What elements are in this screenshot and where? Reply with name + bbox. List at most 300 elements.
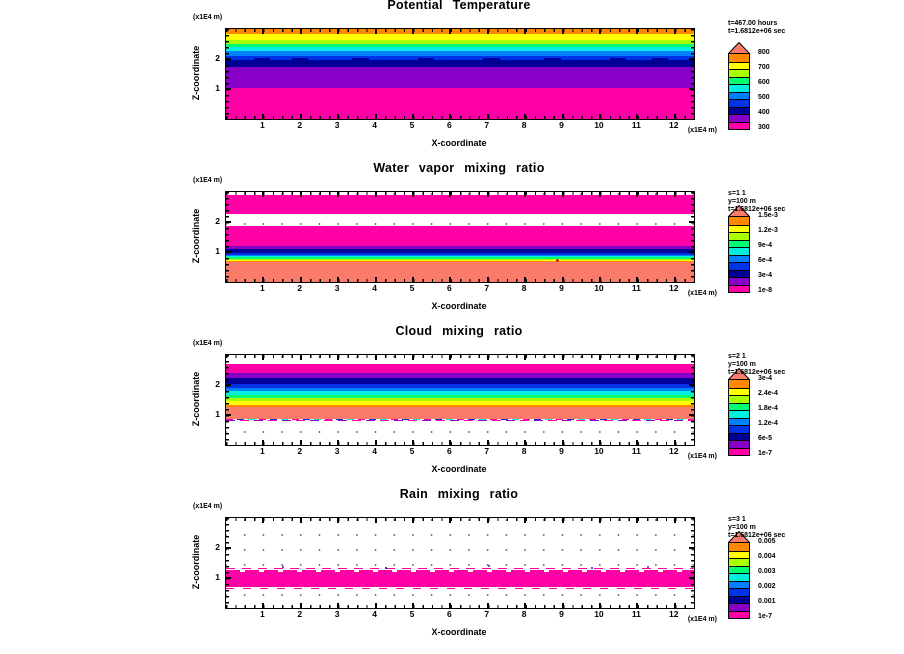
x-tick-label: 8 (521, 120, 527, 130)
x-tick-label: 11 (631, 446, 641, 456)
legend-annotation-line: y=100 m (728, 198, 756, 205)
x-major-tick (262, 277, 264, 282)
y-major-tick (226, 221, 231, 223)
x-major-tick (262, 518, 264, 523)
legend-annotation-line: t=1.6812e+06 sec (728, 369, 786, 376)
colorbar-legend (728, 489, 848, 652)
colorbar-value-label: 3e-4 (758, 375, 773, 382)
colorbar-cell (729, 588, 749, 596)
x-major-tick (524, 277, 526, 282)
x-major-tick (412, 192, 414, 197)
contour-bump (352, 58, 368, 60)
panel-title: Potential Temperature (387, 0, 531, 12)
x-major-tick (562, 603, 564, 608)
x-major-tick (636, 518, 638, 523)
panel-cloud-mixing-ratio (0, 326, 904, 489)
x-tick-label: 9 (559, 446, 564, 456)
y-major-tick (689, 251, 694, 253)
x-major-tick (674, 192, 676, 197)
x-major-tick (487, 114, 489, 119)
x-major-tick (524, 192, 526, 197)
contour-spot (282, 566, 284, 568)
colorbar-cells (728, 216, 750, 293)
x-major-tick (487, 277, 489, 282)
x-tick-label: 6 (446, 609, 452, 619)
x-major-tick (449, 518, 451, 523)
x-major-tick (337, 114, 339, 119)
x-major-tick (449, 114, 451, 119)
x-tick-label: 2 (297, 120, 303, 130)
x-tick-label: 8 (521, 283, 527, 293)
colorbar-legend (728, 0, 848, 163)
x-tick-label: 11 (631, 283, 641, 293)
x-major-tick (562, 192, 564, 197)
x-major-tick (487, 518, 489, 523)
colorbar-cell (729, 217, 749, 225)
x-tick-label: 4 (372, 609, 377, 619)
x-major-tick (375, 29, 377, 34)
contour-bump (418, 58, 434, 60)
colorbar-cell (729, 551, 749, 559)
x-major-tick (674, 603, 676, 608)
colorbar-value-label: 1e-7 (758, 613, 773, 620)
x-major-tick (375, 355, 377, 360)
x-major-tick (300, 518, 302, 523)
colorbar-legend (728, 163, 848, 326)
panel-water-vapor-mixing-ratio (0, 163, 904, 326)
x-tick-label: 5 (409, 120, 415, 130)
panel-title: Water vapor mixing ratio (373, 161, 545, 175)
y-major-tick (689, 577, 694, 579)
x-tick-label: 7 (484, 283, 490, 293)
x-axis-unit: (x1E4 m) (687, 290, 717, 297)
colorbar-value-label: 6e-5 (758, 435, 773, 442)
y-major-tick (689, 414, 694, 416)
legend-annotation-line: t=1.6812e+06 sec (728, 206, 786, 213)
contour-spot (556, 259, 559, 262)
x-tick-label: 12 (668, 609, 679, 619)
legend-annotation-line: s=3 1 (728, 516, 746, 523)
x-tick-label: 9 (559, 609, 564, 619)
legend-annotations (728, 20, 785, 36)
x-tick-label: 9 (559, 283, 564, 293)
y-axis-unit: (x1E4 m) (193, 177, 223, 184)
y-major-tick (226, 547, 231, 549)
x-major-tick (262, 29, 264, 34)
colorbar-value-label: 0.001 (758, 598, 776, 605)
x-major-tick (562, 440, 564, 445)
y-major-tick (226, 88, 231, 90)
y-tick-label: 2 (215, 215, 220, 226)
y-tick-labels (204, 191, 220, 281)
colorbar-cell (729, 107, 749, 115)
colorbar-cells (728, 53, 750, 130)
x-major-tick (262, 355, 264, 360)
x-tick-label: 12 (668, 283, 679, 293)
y-major-tick (226, 414, 231, 416)
colorbar-cell (729, 573, 749, 581)
colorbar-value-label: 1.5e-3 (758, 212, 778, 219)
x-tick-label: 2 (297, 446, 303, 456)
x-tick-label: 3 (334, 609, 340, 619)
x-tick-label: 10 (594, 120, 604, 130)
x-major-tick (599, 29, 601, 34)
x-major-tick (674, 355, 676, 360)
y-tick-label: 1 (215, 83, 220, 94)
minor-ticks-right (691, 29, 694, 119)
panel-title: Rain mixing ratio (399, 487, 519, 501)
x-major-tick (449, 440, 451, 445)
colorbar-value-label: 1.8e-4 (758, 405, 778, 412)
y-major-tick (689, 58, 694, 60)
x-major-tick (300, 277, 302, 282)
x-axis-unit: (x1E4 m) (687, 127, 717, 134)
x-major-tick (449, 29, 451, 34)
colorbar-cell (729, 255, 749, 263)
x-major-tick (524, 603, 526, 608)
x-major-tick (300, 192, 302, 197)
colorbar-cell (729, 611, 749, 619)
x-major-tick (337, 518, 339, 523)
y-major-tick (689, 88, 694, 90)
x-axis-label: X-coordinate (431, 301, 487, 311)
contour-dash-row (226, 570, 694, 572)
minor-ticks-right (691, 518, 694, 608)
x-major-tick (562, 29, 564, 34)
x-major-tick (412, 518, 414, 523)
minor-ticks-right (691, 355, 694, 445)
x-major-tick (599, 277, 601, 282)
contour-dash-row (226, 568, 694, 569)
x-major-tick (412, 440, 414, 445)
minor-ticks-right (691, 192, 694, 282)
y-major-tick (689, 384, 694, 386)
x-major-tick (375, 192, 377, 197)
x-tick-label: 9 (559, 120, 564, 130)
x-major-tick (636, 192, 638, 197)
colorbar-cell (729, 285, 749, 293)
colorbar-value-label: 3e-4 (758, 272, 773, 279)
contour-bump (292, 58, 308, 60)
colorbar-value-label: 0.005 (758, 538, 776, 545)
y-axis-label: Z-coordinate (191, 534, 201, 590)
y-tick-labels (204, 354, 220, 444)
y-major-tick (226, 384, 231, 386)
minor-ticks-left (226, 29, 229, 119)
contour-dash-row (226, 420, 694, 421)
colorbar-cell (729, 69, 749, 77)
x-tick-label: 4 (372, 446, 377, 456)
contour-bump (652, 58, 668, 60)
y-axis-unit: (x1E4 m) (193, 503, 223, 510)
x-axis-unit: (x1E4 m) (687, 616, 717, 623)
contour-plot (225, 354, 695, 446)
x-major-tick (487, 29, 489, 34)
y-major-tick (689, 221, 694, 223)
x-major-tick (412, 114, 414, 119)
x-major-tick (262, 192, 264, 197)
colorbar-value-label: 800 (758, 49, 770, 56)
colorbar-cell (729, 410, 749, 418)
colorbar-value-label: 300 (758, 124, 770, 131)
legend-annotations (728, 353, 785, 377)
x-major-tick (375, 277, 377, 282)
x-major-tick (262, 603, 264, 608)
x-major-tick (599, 355, 601, 360)
x-major-tick (337, 355, 339, 360)
x-major-tick (300, 603, 302, 608)
x-tick-label: 3 (334, 283, 340, 293)
x-tick-label: 6 (446, 120, 452, 130)
x-major-tick (449, 603, 451, 608)
y-tick-labels (204, 28, 220, 118)
colorbar-value-label: 0.002 (758, 583, 776, 590)
x-major-tick (674, 440, 676, 445)
x-major-tick (337, 29, 339, 34)
x-tick-label: 6 (446, 446, 452, 456)
colorbar-cell (729, 232, 749, 240)
colorbar-cell (729, 566, 749, 574)
legend-annotation-line: s=1 1 (728, 190, 746, 197)
x-tick-label: 5 (409, 283, 415, 293)
colorbar-value-label: 1.2e-4 (758, 420, 778, 427)
x-axis-unit: (x1E4 m) (687, 453, 717, 460)
x-tick-label: 7 (484, 609, 490, 619)
y-tick-label: 1 (215, 246, 220, 257)
x-major-tick (337, 192, 339, 197)
contour-band (226, 88, 694, 119)
x-major-tick (599, 114, 601, 119)
contour-dash-row (226, 588, 694, 589)
x-major-tick (300, 29, 302, 34)
x-tick-label: 6 (446, 283, 452, 293)
x-major-tick (636, 114, 638, 119)
x-tick-label: 2 (297, 609, 303, 619)
minor-ticks-left (226, 355, 229, 445)
contour-spot (591, 567, 593, 569)
x-major-tick (524, 518, 526, 523)
x-major-tick (599, 440, 601, 445)
x-tick-label: 3 (334, 120, 340, 130)
colorbar-value-label: 500 (758, 94, 770, 101)
colorbar-cell (729, 84, 749, 92)
x-tick-label: 11 (631, 609, 641, 619)
x-tick-label: 1 (260, 446, 265, 456)
y-axis-label: Z-coordinate (191, 45, 201, 101)
x-major-tick (636, 355, 638, 360)
colorbar-value-label: 600 (758, 79, 770, 86)
x-major-tick (337, 277, 339, 282)
colorbar-value-label: 1.2e-3 (758, 227, 778, 234)
x-major-tick (300, 114, 302, 119)
colorbar-cell (729, 388, 749, 396)
x-major-tick (375, 603, 377, 608)
minor-ticks-left (226, 192, 229, 282)
y-axis-unit: (x1E4 m) (193, 14, 223, 21)
contour-bump (610, 58, 626, 60)
x-tick-label: 4 (372, 120, 377, 130)
colorbar-cell (729, 433, 749, 441)
x-axis-label: X-coordinate (431, 627, 487, 637)
colorbar-cell (729, 270, 749, 278)
x-major-tick (487, 192, 489, 197)
colorbar-cell (729, 403, 749, 411)
colorbar-value-label: 1e-7 (758, 450, 773, 457)
y-major-tick (226, 251, 231, 253)
x-tick-label: 8 (521, 446, 527, 456)
x-major-tick (599, 518, 601, 523)
colorbar-value-label: 0.004 (758, 553, 776, 560)
x-major-tick (449, 277, 451, 282)
x-major-tick (636, 603, 638, 608)
legend-annotations (728, 190, 785, 214)
legend-annotation-line: y=100 m (728, 524, 756, 531)
x-major-tick (674, 277, 676, 282)
x-major-tick (562, 518, 564, 523)
x-major-tick (449, 192, 451, 197)
colorbar-value-label: 700 (758, 64, 770, 71)
y-axis-label: Z-coordinate (191, 371, 201, 427)
contour-band (226, 572, 694, 587)
x-major-tick (674, 29, 676, 34)
x-major-tick (524, 355, 526, 360)
panel-potential-temperature (0, 0, 904, 163)
colorbar-cell (729, 62, 749, 70)
y-tick-label: 2 (215, 378, 220, 389)
x-major-tick (599, 192, 601, 197)
contour-band (226, 262, 694, 282)
x-major-tick (524, 29, 526, 34)
colorbar-cell (729, 262, 749, 270)
colorbar-legend (728, 326, 848, 489)
y-tick-label: 1 (215, 409, 220, 420)
contour-plot (225, 517, 695, 609)
x-tick-label: 5 (409, 446, 415, 456)
x-major-tick (375, 440, 377, 445)
y-tick-labels (204, 517, 220, 607)
contour-spot (385, 567, 387, 569)
contour-band (226, 67, 694, 88)
y-axis-label: Z-coordinate (191, 208, 201, 264)
colorbar-cell (729, 114, 749, 122)
colorbar-cell (729, 380, 749, 388)
colorbar-cell (729, 54, 749, 62)
colorbar-value-label: 2.4e-4 (758, 390, 778, 397)
x-major-tick (337, 440, 339, 445)
contour-band (226, 195, 694, 214)
y-tick-label: 2 (215, 52, 220, 63)
x-major-tick (524, 440, 526, 445)
x-tick-label: 11 (631, 120, 641, 130)
x-major-tick (524, 114, 526, 119)
x-tick-label: 10 (594, 446, 604, 456)
x-major-tick (674, 518, 676, 523)
x-tick-label: 5 (409, 609, 415, 619)
contour-bump (544, 58, 560, 60)
colorbar-cell (729, 122, 749, 130)
colorbar-cell (729, 240, 749, 248)
y-major-tick (226, 577, 231, 579)
y-major-tick (689, 547, 694, 549)
contour-band (226, 226, 694, 246)
x-tick-label: 1 (260, 120, 265, 130)
x-major-tick (599, 603, 601, 608)
x-major-tick (487, 355, 489, 360)
x-tick-label: 7 (484, 120, 490, 130)
colorbar-cell (729, 603, 749, 611)
x-major-tick (636, 29, 638, 34)
colorbar-cells (728, 379, 750, 456)
colorbar-cell (729, 596, 749, 604)
x-major-tick (412, 277, 414, 282)
colorbar-value-label: 400 (758, 109, 770, 116)
x-major-tick (412, 603, 414, 608)
contour-bump (254, 58, 270, 60)
colorbar-cell (729, 92, 749, 100)
colorbar-value-label: 0.003 (758, 568, 776, 575)
legend-annotation-line: t=1.6812e+06 sec (728, 532, 786, 539)
x-tick-label: 7 (484, 446, 490, 456)
colorbar-cell (729, 440, 749, 448)
colorbar-cells (728, 542, 750, 619)
x-major-tick (262, 440, 264, 445)
legend-annotation-line: t=467.00 hours (728, 20, 778, 27)
x-major-tick (337, 603, 339, 608)
colorbar-cell (729, 77, 749, 85)
legend-annotation-line: y=100 m (728, 361, 756, 368)
y-axis-unit: (x1E4 m) (193, 340, 223, 347)
legend-annotation-line: t=1.6812e+06 sec (728, 28, 786, 35)
contour-band (226, 407, 694, 419)
contour-band (226, 364, 694, 373)
x-tick-label: 1 (260, 609, 265, 619)
colorbar-cell (729, 418, 749, 426)
colorbar-cell (729, 247, 749, 255)
x-major-tick (449, 355, 451, 360)
x-tick-label: 12 (668, 120, 679, 130)
minor-ticks-left (226, 518, 229, 608)
colorbar-cell (729, 425, 749, 433)
contour-band (226, 60, 694, 67)
x-major-tick (412, 355, 414, 360)
panel-title: Cloud mixing ratio (395, 324, 523, 338)
x-tick-label: 1 (260, 283, 265, 293)
x-major-tick (487, 603, 489, 608)
colorbar-cell (729, 581, 749, 589)
colorbar-cell (729, 558, 749, 566)
colorbar-cell (729, 543, 749, 551)
contour-plot (225, 191, 695, 283)
x-major-tick (562, 355, 564, 360)
x-major-tick (487, 440, 489, 445)
x-axis-label: X-coordinate (431, 138, 487, 148)
x-tick-label: 2 (297, 283, 303, 293)
x-major-tick (262, 114, 264, 119)
x-tick-label: 4 (372, 283, 377, 293)
colorbar-cell (729, 99, 749, 107)
contour-bump (483, 58, 499, 60)
x-tick-label: 12 (668, 446, 679, 456)
colorbar-cell (729, 448, 749, 456)
x-axis-label: X-coordinate (431, 464, 487, 474)
colorbar-cell (729, 395, 749, 403)
y-major-tick (226, 58, 231, 60)
x-major-tick (300, 440, 302, 445)
x-tick-label: 3 (334, 446, 340, 456)
x-major-tick (375, 518, 377, 523)
colorbar-value-label: 9e-4 (758, 242, 773, 249)
colorbar-cell (729, 277, 749, 285)
